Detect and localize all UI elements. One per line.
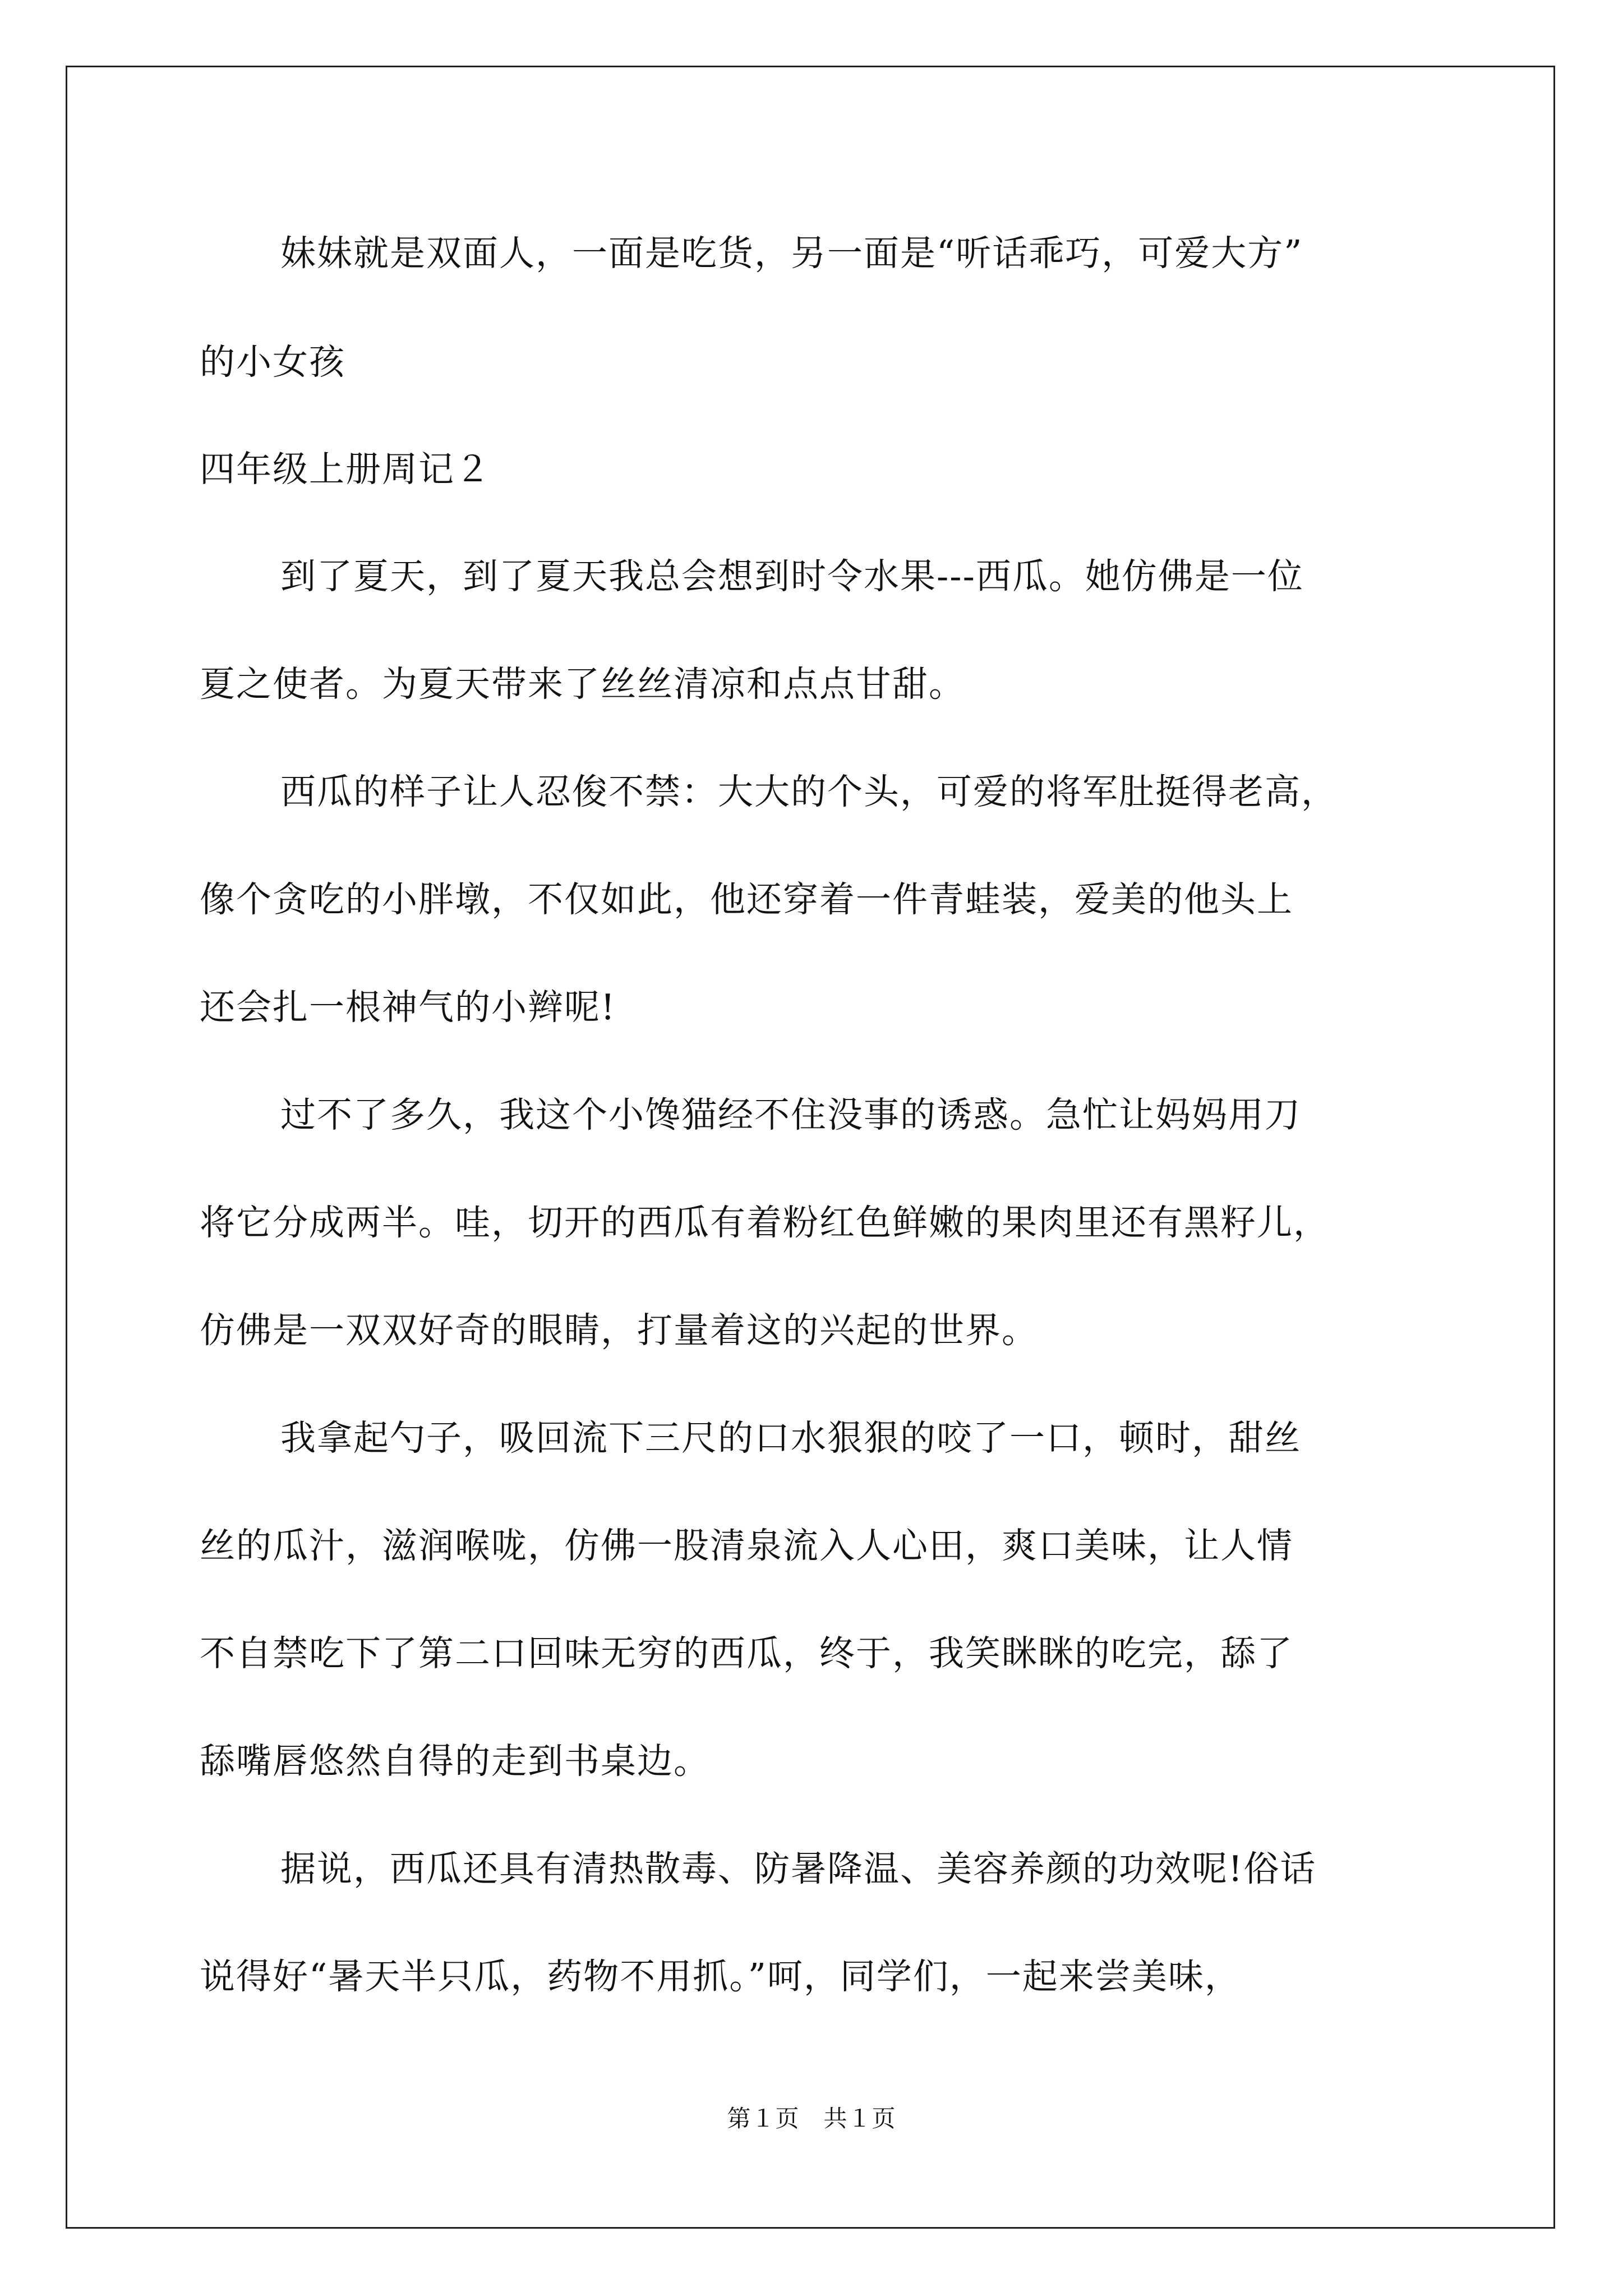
paragraph-line: 像个贪吃的小胖墩，不仅如此，他还穿着一件青蛙装，爱美的他头上	[200, 879, 1293, 920]
paragraph-line: 妹妹就是双面人，一面是吃货，另一面是“听话乖巧，可爱大方”	[280, 233, 1303, 274]
paragraph-line: 西瓜的样子让人忍俊不禁：大大的个头，可爱的将军肚挺得老高，	[280, 771, 1338, 812]
paragraph-line: 据说，西瓜还具有清热散毒、防暑降温、美容养颜的功效呢!俗话	[280, 1848, 1317, 1889]
paragraph-line: 丝的瓜汁，滋润喉咙，仿佛一股清泉流入人心田，爽口美味，让人情	[200, 1525, 1293, 1566]
paragraph-line: 我拿起勺子，吸回流下三尺的口水狠狠的咬了一口，顿时，甜丝	[280, 1418, 1301, 1458]
paragraph-line: 夏之使者。为夏天带来了丝丝清凉和点点甘甜。	[200, 664, 965, 705]
page-number-footer: 第１页 共１页	[727, 2105, 896, 2132]
section-heading: 四年级上册周记２	[200, 449, 491, 490]
paragraph-line: 过不了多久，我这个小馋猫经不住没事的诱惑。急忙让妈妈用刀	[280, 1094, 1301, 1135]
paragraph-line: 将它分成两半。哇，切开的西瓜有着粉红色鲜嫩的果肉里还有黑籽儿，	[200, 1202, 1330, 1243]
paragraph-line: 的小女孩	[200, 342, 345, 383]
paragraph-line: 说得好“暑天半只瓜，药物不用抓。”呵，同学们，一起来尝美味，	[200, 1956, 1241, 1997]
paragraph-line: 不自禁吃下了第二口回味无穷的西瓜，终于，我笑眯眯的吃完，舔了	[200, 1633, 1293, 1674]
paragraph-line: 仿佛是一双双好奇的眼睛，打量着这的兴起的世界。	[200, 1310, 1038, 1351]
paragraph-line: 到了夏天，到了夏天我总会想到时令水果---西瓜。她仿佛是一位	[280, 556, 1304, 597]
paragraph-line: 还会扎一根神气的小辫呢!	[200, 987, 616, 1028]
paragraph-line: 舔嘴唇悠然自得的走到书桌边。	[200, 1741, 710, 1782]
page-border	[66, 66, 1555, 2229]
